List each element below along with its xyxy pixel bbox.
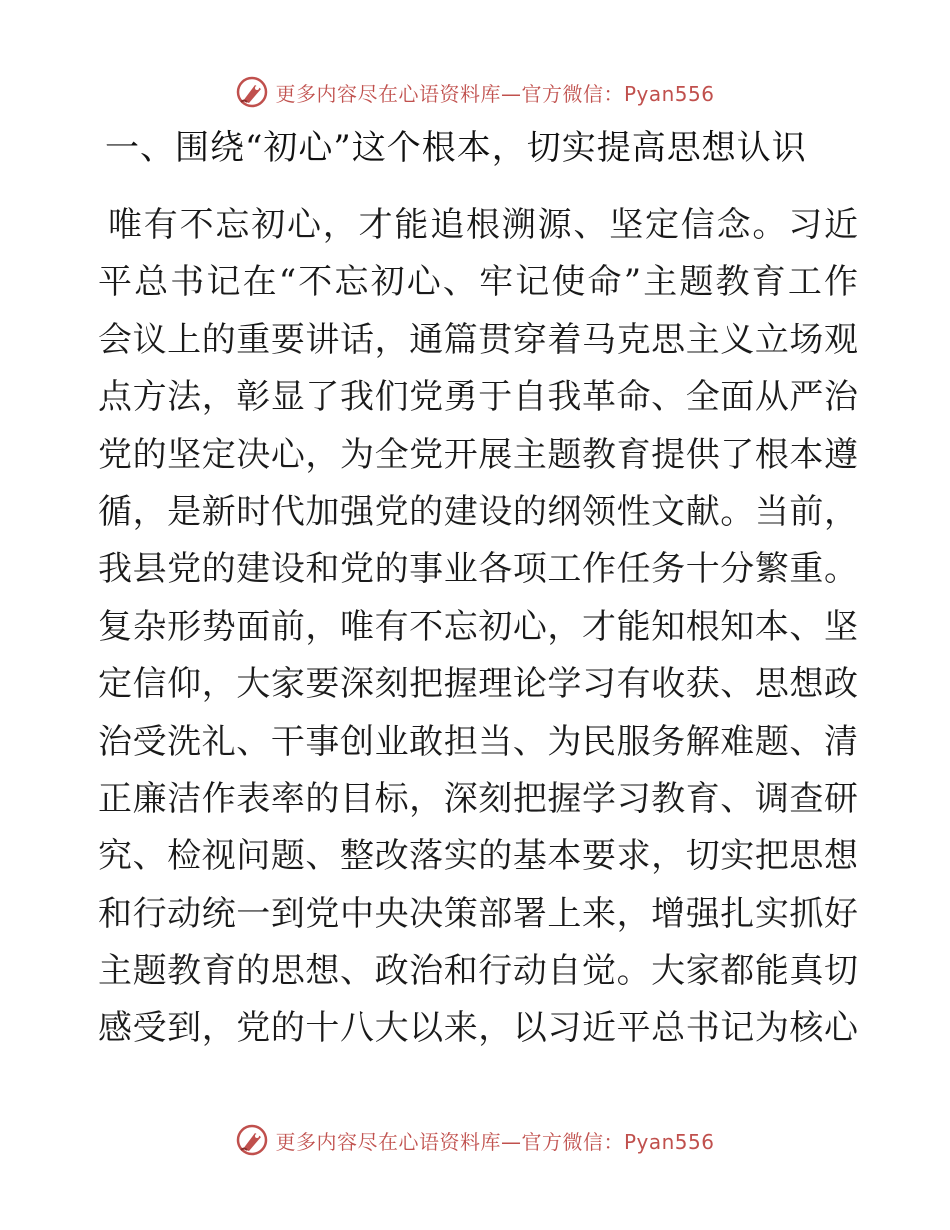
- body-line: 主题教育的思想、政治和行动自觉。大家都能真切: [98, 951, 858, 992]
- body-line: 治受洗礼、干事创业敢担当、为民服务解难题、清: [98, 721, 858, 762]
- banner-separator: —: [500, 81, 522, 106]
- body-line: 定信仰，大家要深刻把握理论学习有收获、思想政: [98, 664, 858, 705]
- banner-separator: —: [500, 1129, 522, 1154]
- banner-text: [275, 1126, 714, 1155]
- body-line: 会议上的重要讲话，通篇贯穿着马克思主义立场观: [98, 319, 858, 360]
- pen-nib-logo-icon: [235, 75, 269, 109]
- body-line: 感受到，党的十八大以来，以习近平总书记为核心: [98, 1008, 858, 1049]
- body-line: 唯有不忘初心，才能追根溯源、坚定信念。习近: [108, 205, 858, 245]
- body-line: 党的坚定决心，为全党开展主题教育提供了根本遵: [98, 434, 858, 475]
- body-line: 点方法，彰显了我们党勇于自我革命、全面从严治: [98, 377, 858, 418]
- banner-site-text: 更多内容尽在心语资料库: [275, 81, 501, 106]
- banner-contact-text: 官方微信：Pyan556: [521, 81, 715, 106]
- document-body: [98, 197, 858, 1058]
- body-line: 正廉洁作表率的目标，深刻把握学习教育、调查研: [98, 778, 858, 819]
- body-line: 平总书记在“不忘初心、牢记使命”主题教育工作: [98, 262, 858, 303]
- body-line: 究、检视问题、整改落实的基本要求，切实把思想: [98, 836, 858, 877]
- header-banner: [0, 72, 950, 112]
- body-line: 复杂形势面前，唯有不忘初心，才能知根知本、坚: [98, 606, 858, 647]
- section-heading: 一、围绕“初心”这个根本，切实提高思想认识: [105, 128, 807, 168]
- body-line: 和行动统一到党中央决策部署上来，增强扎实抓好: [98, 893, 858, 934]
- pen-nib-logo-icon: [235, 1123, 269, 1157]
- body-line: 我县党的建设和党的事业各项工作任务十分繁重。: [98, 549, 858, 590]
- body-line: 循，是新时代加强党的建设的纲领性文献。当前，: [98, 491, 858, 532]
- banner-site-text: 更多内容尽在心语资料库: [275, 1129, 501, 1154]
- footer-banner: [0, 1120, 950, 1160]
- banner-contact-text: 官方微信：Pyan556: [521, 1129, 715, 1154]
- banner-text: [275, 78, 714, 107]
